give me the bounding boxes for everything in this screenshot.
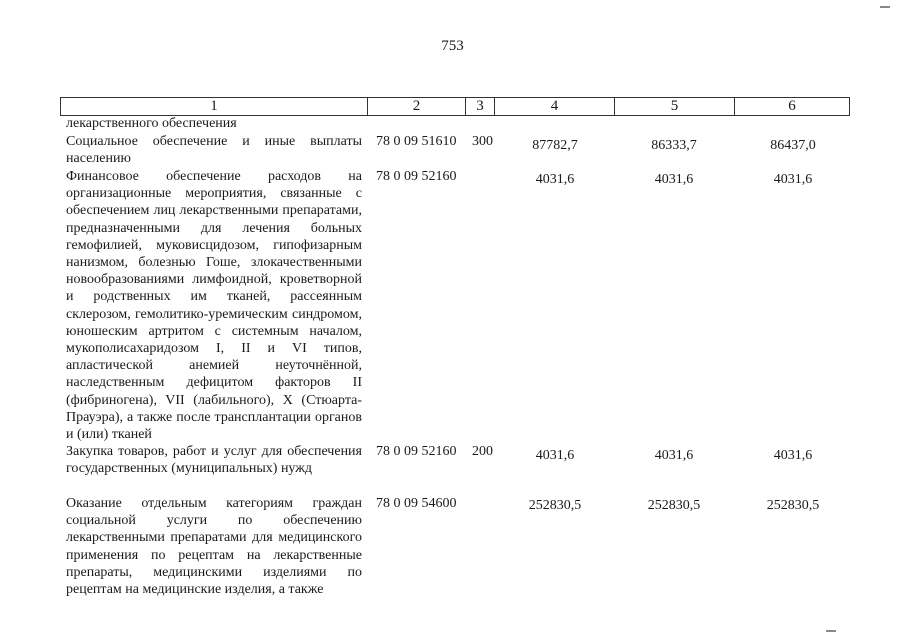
column-header-row (61, 98, 850, 116)
row-value-4: 252830,5 (528, 498, 582, 513)
row-value-6: 86437,0 (770, 138, 816, 153)
row-value-4: 87782,7 (532, 138, 578, 153)
scan-corner-mark-top (880, 6, 890, 8)
row-value-4: 4031,6 (535, 172, 575, 187)
row-value-6: 252830,5 (766, 498, 820, 513)
column-header-table (60, 97, 850, 116)
row-value-6: 4031,6 (773, 448, 813, 463)
column-header-6: 6 (735, 98, 850, 116)
column-header-1: 1 (61, 98, 368, 116)
row-name: лекарственного обеспечения (66, 116, 237, 131)
row-code: 78 0 09 52160 (376, 444, 457, 459)
row-value-5: 86333,7 (651, 138, 697, 153)
row-value-5: 4031,6 (654, 448, 694, 463)
row-value-4: 4031,6 (535, 448, 575, 463)
row-value-5: 252830,5 (647, 498, 701, 513)
row-code: 78 0 09 54600 (376, 496, 457, 511)
row-name: Финансовое обеспечение расходов на организационные мероприятия, связанные с обеспечением лиц лекарственными препаратами, предназначенными для лечения больных гемофилией, муковисцидозом, гипофизарным нанизмом, болезнью Гоше, злокачественными новообразованиями лимфоидной, кроветворной и родственных им тканей, рассеянным склерозом, гемолитико-уремическим синдромом, юношеским артритом с системным началом, мукополисахаридозом I, II и VI типов, апластической анемией неуточнённой, наследственным дефицитом факторов II (фибриногена), VII (лабильного), X (Стюарта-Прауэра), а также после трансплантации органов и (или) тканей (66, 169, 362, 443)
row-value-6: 4031,6 (773, 172, 813, 187)
row-name: Закупка товаров, работ и услуг для обеспечения государственных (муниципальных) нужд (66, 444, 362, 477)
row-name: Социальное обеспечение и иные выплаты населению (66, 134, 362, 167)
scan-corner-mark-bottom (826, 630, 836, 632)
row-value-5: 4031,6 (654, 172, 694, 187)
row-name: Оказание отдельным категориям граждан социальной услуги по обеспечению лекарственными препаратами для медицинского применения по рецептам на лекарственные препараты, медицинскими изделиями по рецептам на медицинские изделия, а также (66, 496, 362, 598)
row-code: 78 0 09 51610 (376, 134, 457, 149)
column-header-2: 2 (368, 98, 466, 116)
column-header-5: 5 (615, 98, 735, 116)
page-number: 753 (441, 38, 464, 54)
column-header-3: 3 (466, 98, 495, 116)
row-code: 78 0 09 52160 (376, 169, 457, 184)
row-expense-type: 200 (472, 444, 493, 459)
row-expense-type: 300 (472, 134, 493, 149)
column-header-4: 4 (495, 98, 615, 116)
